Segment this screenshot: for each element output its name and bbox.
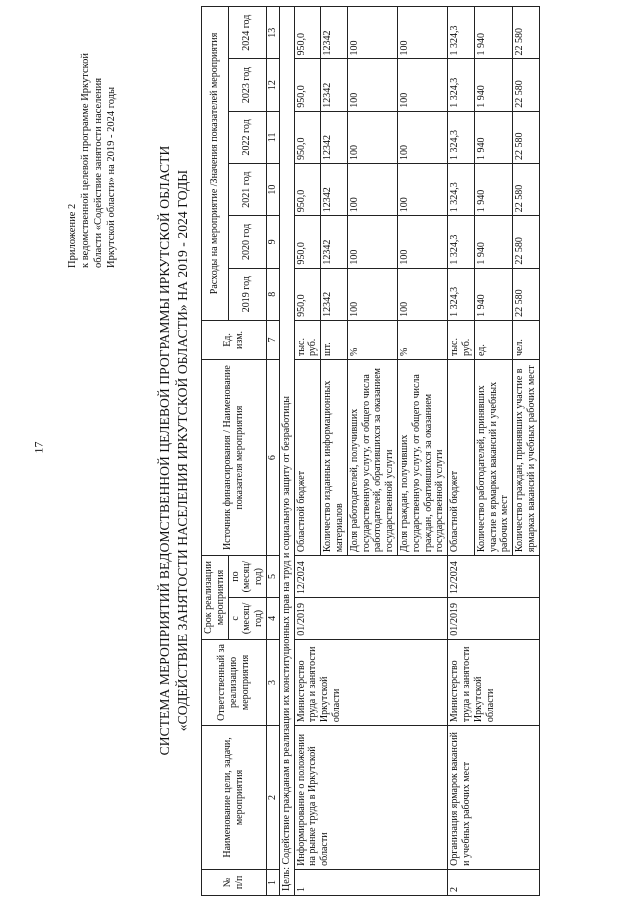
row-to: 12/2024 [294,556,448,598]
row-value: 22 580 [513,268,540,320]
row-value: 1 940 [474,111,512,163]
row-value: 100 [397,268,447,320]
row-unit: тыс. руб. [294,320,321,359]
header-year: 2019 год [228,268,266,320]
row-responsible: Министерство труда и занятости Иркутской области [294,639,448,725]
row-value: 100 [397,59,447,111]
appendix-line: к ведомственной целевой программе Иркутской [80,52,92,268]
rotated-page [38,3,628,898]
row-value: 1 940 [474,216,512,268]
table-row [448,7,475,896]
row-value: 100 [347,164,397,216]
row-value: 12342 [321,59,348,111]
row-num: 1 [294,869,448,895]
row-value: 950,0 [294,7,321,59]
header-year: 2022 год [228,111,266,163]
row-responsible: Министерство труда и занятости Иркутской области [448,639,540,725]
row-source: Доля граждан, получивших государственную услугу, от общего числа граждан, обратившихся за оказанием государственной услуги [397,360,447,556]
row-name: Информирование о положении на рынке труда в Иркутской области [294,726,448,870]
row-value: 1 324,3 [448,111,475,163]
row-value: 100 [347,59,397,111]
row-value: 100 [347,111,397,163]
row-value: 1 940 [474,164,512,216]
header-from: с (месяц/ год) [228,597,266,639]
row-from: 01/2019 [448,597,540,639]
document-title [156,3,191,898]
column-number: 13 [266,7,279,59]
row-value: 950,0 [294,111,321,163]
page-number: 17 [31,441,46,454]
header-period: Срок реализации мероприятия [202,556,229,640]
row-value: 12342 [321,268,348,320]
row-value: 1 324,3 [448,164,475,216]
row-value: 1 324,3 [448,7,475,59]
table-row [294,7,321,896]
row-value: 950,0 [294,268,321,320]
column-number: 8 [266,268,279,320]
column-number: 5 [266,556,279,598]
column-number: 1 [266,869,279,895]
row-name: Организация ярмарок вакансий и учебных рабочих мест [448,726,540,870]
goal-text: Цель: Содействие гражданам в реализации их конституционных прав на труд и социальную защиту от безработицы [279,7,294,896]
header-costs: Расходы на мероприятие /Значения показателей мероприятия [202,7,229,321]
appendix-line: области «Содействие занятости населения [93,77,105,268]
header-num: № п/п [202,869,267,895]
row-value: 1 324,3 [448,216,475,268]
row-value: 100 [397,7,447,59]
row-source: Областной бюджет [448,360,475,556]
header-year: 2021 год [228,164,266,216]
row-source: Доля работодателей, получивших государственную услугу, от общего числа работодателей, обратившихся за оказанием государственной услуги [347,360,397,556]
row-unit: чел. [513,320,540,359]
column-number: 3 [266,639,279,725]
goal-row [279,7,294,896]
row-value: 12342 [321,111,348,163]
program-table [201,6,540,896]
row-value: 1 940 [474,7,512,59]
row-value: 12342 [321,164,348,216]
row-unit: ед. [474,320,512,359]
header-responsible: Ответственный за реализацию мероприятия [202,639,267,725]
column-number: 10 [266,164,279,216]
column-number: 7 [266,320,279,359]
row-value: 100 [397,164,447,216]
header-source: Источник финансирования / Наименование показателя мероприятия [202,360,267,556]
column-number: 9 [266,216,279,268]
column-number: 4 [266,597,279,639]
row-value: 100 [347,216,397,268]
row-value: 22 580 [513,59,540,111]
row-value: 22 580 [513,7,540,59]
row-value: 12342 [321,216,348,268]
row-unit: % [397,320,447,359]
header-unit: Ед. изм. [202,320,267,359]
row-value: 100 [347,268,397,320]
title-line: СИСТЕМА МЕРОПРИЯТИЙ ВЕДОМСТВЕННОЙ ЦЕЛЕВОЙ ПРОГРАММЫ ИРКУТСКОЙ ОБЛАСТИ [157,145,172,756]
row-num: 2 [448,869,540,895]
row-source: Количество изданных информационных материалов [321,360,348,556]
title-line: «СОДЕЙСТВИЕ ЗАНЯТОСТИ НАСЕЛЕНИЯ ИРКУТСКОЙ ОБЛАСТИ» НА 2019 - 2024 ГОДЫ [174,169,190,732]
row-value: 22 580 [513,164,540,216]
row-value: 100 [397,216,447,268]
row-unit: шт. [321,320,348,359]
header-year: 2023 год [228,59,266,111]
row-unit: % [347,320,397,359]
header-year: 2024 год [228,7,266,59]
row-value: 950,0 [294,216,321,268]
header-name: Наименование цели, задачи, мероприятия [202,726,267,870]
row-value: 950,0 [294,59,321,111]
row-value: 100 [347,7,397,59]
row-value: 950,0 [294,164,321,216]
appendix-note [66,18,119,268]
row-value: 22 580 [513,111,540,163]
row-value: 1 940 [474,268,512,320]
appendix-line: Иркутской области» на 2019 - 2024 годы [106,86,118,268]
header-to: по (месяц/ год) [228,556,266,598]
column-number: 2 [266,726,279,870]
row-value: 1 324,3 [448,268,475,320]
row-value: 1 940 [474,59,512,111]
header-year: 2020 год [228,216,266,268]
row-source: Количество работодателей, принявших участие в ярмарках вакансий и учебных рабочих мест [474,360,512,556]
row-value: 22 580 [513,216,540,268]
row-from: 01/2019 [294,597,448,639]
column-number: 11 [266,111,279,163]
column-number: 12 [266,59,279,111]
row-value: 100 [397,111,447,163]
row-to: 12/2024 [448,556,540,598]
column-number-row [266,7,279,896]
row-value: 12342 [321,7,348,59]
row-unit: тыс. руб. [448,320,475,359]
appendix-line: Приложение 2 [67,203,78,268]
row-source: Областной бюджет [294,360,321,556]
row-value: 1 324,3 [448,59,475,111]
column-number: 6 [266,360,279,556]
row-source: Количество граждан, принявших участие в ярмарках вакансий и учебных рабочих мест [513,360,540,556]
